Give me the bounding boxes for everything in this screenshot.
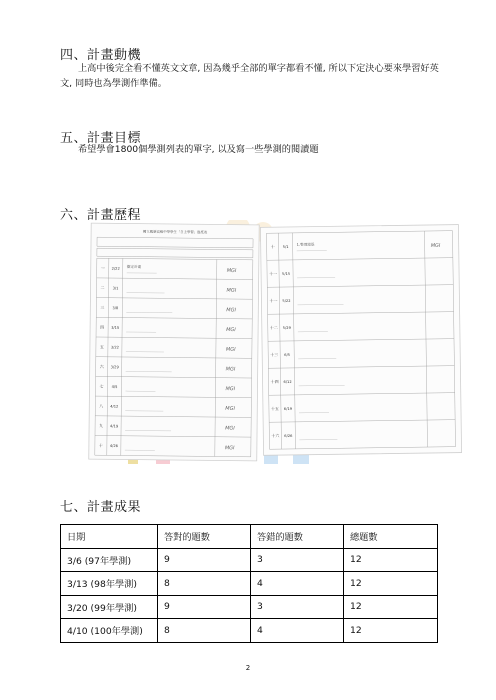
sheet-signature: MGI [225,425,235,432]
sheet-date-label: 5/15 [282,271,291,277]
sheet-week-label: 五 [99,344,104,350]
left-progress-sheet [89,223,259,461]
sheet-date-label: 3/22 [110,345,119,350]
cell-correct: 9 [158,595,251,619]
goal-heading: 五、計畫目標 [60,131,142,146]
cell-correct: 9 [158,548,251,572]
header-cell-correct: 答對的題數 [158,525,251,549]
sheet-week-label: 一 [100,265,105,271]
results-table [60,524,438,643]
sheet-note-text: 1.整理錯誤 [296,242,315,247]
results-header-row [61,525,438,549]
left-sheet-title: 國立鳳新高級中學學生「自主學習」進度表 [142,229,208,235]
sheet-week-label: 十三 [270,352,279,358]
sheet-week-label: 十一 [269,298,278,304]
cell-date: 3/20 (99年學測) [61,595,158,619]
sheet-signature: MGI [226,327,236,334]
cell-date: 3/6 (97年學測) [61,548,158,572]
sheet-signature: MGI [430,242,441,249]
header-cell-total: 總題數 [344,525,438,549]
cell-wrong: 4 [251,572,344,596]
sheet-date-label: 3/1 [112,286,119,291]
cell-correct: 8 [158,572,251,596]
sheet-signature: MGI [225,366,236,373]
sheet-week-label: 十一 [269,271,278,277]
sheet-week-label: 四 [100,324,105,330]
sheet-date-label: 3/29 [110,365,119,370]
sheet-week-label: 十四 [270,379,279,385]
sheet-signature: MGI [226,267,237,275]
cell-total: 12 [344,548,438,572]
sheet-week-label: 十 [270,244,275,250]
sheet-date-label: 5/22 [282,298,291,304]
results-heading: 七、計畫成果 [60,500,142,515]
motivation-body: 上高中後完全看不懂英文文章, 因為幾乎全部的單字都看不懂, 所以下定決心要來學習好英文, 同時也為學測作準備。 [60,63,439,89]
cell-date: 3/13 (98年學測) [61,572,158,596]
header-cell-date: 日期 [61,525,158,549]
sheet-note-text: 擬定計畫 [126,264,142,270]
table-row [61,548,438,572]
sheet-date-label: 3/15 [111,325,120,330]
sheet-week-label: 十五 [270,406,279,412]
cell-wrong: 3 [251,595,344,619]
sheet-signature: MGI [225,346,236,353]
sheet-week-label: 十二 [269,325,278,331]
sheet-date-label: 3/8 [112,306,119,311]
sheet-week-label: 九 [99,423,104,429]
progress-sheets-image [88,220,464,468]
sheet-date-label: 4/19 [110,424,119,429]
sheet-week-label: 七 [99,383,104,389]
sheet-signature: MGI [225,386,236,393]
sheet-date-label: 6/12 [283,379,292,385]
cell-wrong: 3 [251,548,344,572]
cell-wrong: 4 [251,619,344,643]
sheet-date-label: 4/26 [109,443,118,449]
sheet-date-label: 4/5 [111,384,118,389]
progress-record-photo [88,220,464,468]
sheet-date-label: 4/12 [110,404,119,409]
sheet-date-label: 5/29 [282,325,291,331]
table-row [61,595,438,619]
sheet-signature: MGI [226,287,237,294]
table-row [61,619,438,643]
sheet-date-label: 6/26 [284,433,293,439]
sheet-date-label: 2/22 [111,266,120,271]
sheet-week-label: 十 [98,442,103,448]
cell-date: 4/10 (100年學測) [61,619,158,643]
cell-correct: 8 [158,619,251,643]
cell-total: 12 [344,572,438,596]
page-number: 2 [245,664,251,672]
sheet-signature: MGI [225,405,235,412]
sheet-signature: MGI [226,307,237,314]
sheet-signature: MGI [224,445,235,452]
sheet-date-label: 6/19 [283,406,293,412]
sheet-week-label: 十六 [271,433,280,439]
header-cell-wrong: 答錯的題數 [251,525,344,549]
right-progress-sheet [260,225,461,456]
cell-total: 12 [344,619,438,643]
sheet-week-label: 三 [100,304,105,311]
sheet-week-label: 二 [100,285,105,291]
goal-body: 希望學會1800個學測列表的單字, 以及寫一些學測的閱讀題 [78,144,319,155]
sheet-week-label: 六 [99,364,104,370]
sheet-date-label: 6/5 [284,352,291,358]
cell-total: 12 [344,595,438,619]
sheet-week-label: 八 [99,403,104,409]
sheet-date-label: 5/1 [282,244,289,250]
process-heading: 六、計畫歷程 [60,208,142,223]
table-row [61,572,438,596]
motivation-heading: 四、計畫動機 [60,48,142,63]
